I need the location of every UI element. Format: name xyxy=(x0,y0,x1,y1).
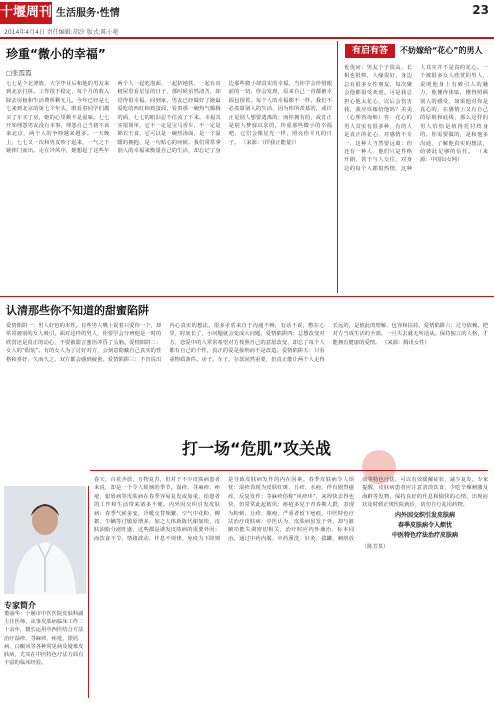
doctor-portrait-image xyxy=(4,486,86,594)
qa-column-tag: 有启有答 xyxy=(345,44,395,58)
article-4-title: 打一场“危肌”攻关战 xyxy=(182,439,332,458)
masthead: 十堰周刊 xyxy=(0,2,52,24)
article-4-source: （陈芳莫） xyxy=(362,543,389,550)
expert-sidebar-title: 专家简介 xyxy=(4,601,36,610)
section-divider xyxy=(0,296,494,297)
article-2-title: 不妨嫁给“花心”的男人 xyxy=(400,46,483,55)
article-1-text: 七七是个北漂族，大学毕业后和他的男友来到北京打拼。工作很不稳定，每个月的收入除去房租和生活费所剩无几。今年已经是七七来到北京的第七个年头，眼看着同学们都买了车买了房，她的心里颇不是滋味。七七开始埋怨男友没有本事，埋怨自己当初不该来北京，两个人的争吵越来越多。一天晚上，七七又一次和男友吵了起来，一气之下她摔门而出。走在冷风中，她想起了这些年两个人一起吃泡面、一起挤地铁、一起在出租屋里看星星的日子，那时候虽然清苦，却觉得很幸福。回到家，男友已经做好了她最爱吃的西红柿鸡蛋面，看着那一碗热气腾腾的面，七七的眼泪忍不住流了下来。幸福其实很简单，它不一定是宝马香车，不一定是锦衣玉食，它可以是一碗热汤面，是一个温暖的拥抱，是一句贴心的问候。我们常常拿别人的幸福来衡量自己的生活，却忘记了身边那些微小却真实的幸福。当你学会珍惜眼前的一切，你会发现，原来自己一直都被幸福包围着。每个人的幸福都不一样，我们不必羡慕别人的生活，因为你所羡慕的，或许正是别人想要逃离的；而你拥有的，或许正是别人梦寐以求的。珍重那些微小的幸福吧，它们会像星光一样，照亮你平凡的日子。 xyxy=(6,81,332,155)
issue-meta: 2014年4月4日 责任编辑:胡汐 版式:陈小艳 xyxy=(4,29,119,36)
article-4-subhead-2: 春季皮肤病令人烦忧 xyxy=(397,522,452,530)
article-2-text: 优优问：男友个子很高，长相也很帅，人缘很好，身边总有很多女性朋友，每次聚会他都很受欢迎。可是我总担心他太花心，以后会伤害我，我应该嫁给他吗？美美（心理咨询师）答：花心的男人其实有很多种，有的人是真正的花心，对感情不专一，这种人当然要远离；但还有一种人，他们只是性格开朗，善于与人交往，对身边的每个人都很热情，这种人其实并不是真的花心。一个被很多女人欣赏的男人，说明他身上有吸引人的魅力，他懂得体贴，懂得照顾别人的感受。如果他对你是真心的，在感情上又有自己的原则和底线，那么这样的男人恰恰是值得托付终身的。你需要做的，是和他多沟通，了解他真实的想法，给彼此足够的信任。 xyxy=(344,65,488,172)
header-divider xyxy=(0,37,494,39)
article-3-source: （来源：腾讯女性） xyxy=(382,339,430,346)
expert-photo xyxy=(4,486,86,594)
article-1-author: □张霞霞 xyxy=(6,69,32,77)
article-3-title: 认清那些你不知道的甜蜜陷阱 xyxy=(6,304,149,317)
article-4-subhead-3: 中医特色疗法治疗皮肤病 xyxy=(391,532,458,540)
column-divider xyxy=(337,41,338,293)
article-4-text: 春天，百花齐放，万物复苏，但对于不少皮肤病患者来说，却是一个令人烦恼的季节。湿疹、荨麻疹、痤疮、银屑病等皮肤病在春季容易复发或加重，给患者的工作和生活带来诸多不便。内外因交织引发皮肤病：春季气候多变，冷暖交替频繁，空气中花粉、柳絮、尘螨等过敏原增多，加之人体新陈代谢加快，皮肤油脂分泌旺盛，这些都是诱发皮肤病的重要外因；而饮食不节、情绪波动、作息不规律、免疫力下降则是导致皮肤病发作的内在因素。春季皮肤病令人烦忧：湿疹表现为皮肤红斑、丘疹、水疱，伴有剧烈瘙痒，反复发作；荨麻疹俗称“风疹块”，来得快去得也快，但常常此起彼伏；痤疮多见于青春期人群，表现为粉刺、丘疹、脓疱，严重者留下疤痕。中医特色疗法治疗皮肤病：中医认为，皮肤病虽发于外，却与脏腑功能失调密切相关，治疗时应内外兼治、标本同治。通过中药内服、中药熏洗、针灸、拔罐、刺络放血等特色疗法，可以有效缓解症状，减少复发。专家提醒，皮肤病患者应注意清淡饮食，少吃辛辣刺激及海鲜等发物，保持良好的作息和愉快的心情，出现症状及时到正规医院就诊，切勿自行乱用药物。 xyxy=(94,477,488,542)
article-1-body xyxy=(6,80,332,292)
article-2-source: （来源：中国妇女网） xyxy=(420,149,488,164)
article-4-body xyxy=(94,476,488,700)
article-1-source: （来源：《伴我正能量》） xyxy=(240,139,300,146)
sidebar-divider xyxy=(88,486,89,698)
article-1-title: 珍重“微小的幸福” xyxy=(6,47,106,61)
article-2-body xyxy=(344,64,488,292)
article-3-body xyxy=(6,322,488,426)
article-3-text: 爱情陷阱一：男人好色的本性。有些男人嘴上说着只爱你一个，却常常被别的女人吸引。面对这样的男人，你要学会分辨他是一时的欣赏还是真正的动心，不要被甜言蜜语冲昏了头脑。爱情陷阱二：女人的“假装”。有的女人为了讨好对方，会刻意隐藏自己真实的性格和喜好，久而久之，双方都会感到疲惫。爱情陷阱三：不肯说出内心真实的想法。很多矛盾来自于沟通不畅，有话不说，憋在心里，时间长了，小问题就会变成大问题。爱情陷阱四：总想改变对方。恋爱中的人常常希望对方按照自己的意愿改变，却忘了每个人都有自己的个性，真正的爱是接纳而不是改造。爱情陷阱五：只看重物质条件。房子、车子、存款固然重要，但真正能让两个人走得长远的，是彼此的理解、包容和扶持。爱情陷阱六：过分依赖。把对方当成生活的全部，一旦失去就无所适从。保持独立的人格，才能拥有健康的爱情。 xyxy=(6,323,488,363)
page-number: 23 xyxy=(472,3,489,17)
section-name: 生活服务·性情 xyxy=(56,8,120,19)
page-header xyxy=(0,0,494,40)
feature-title-underline xyxy=(90,470,488,471)
expert-sidebar-text: 董丽华：十堰市中医医院皮肤科副主任医师，从事皮肤病临床工作二十余年，擅长运用中西医结合方法治疗湿疹、荨麻疹、痤疮、银屑病、白癜风等各种常见病及疑难皮肤病，尤其在中医特色疗法方面有丰富的临床经验。 xyxy=(4,611,84,667)
article-4-subhead-1: 内外因交织引发皮肤病 xyxy=(394,511,455,519)
expert-sidebar xyxy=(4,600,86,700)
